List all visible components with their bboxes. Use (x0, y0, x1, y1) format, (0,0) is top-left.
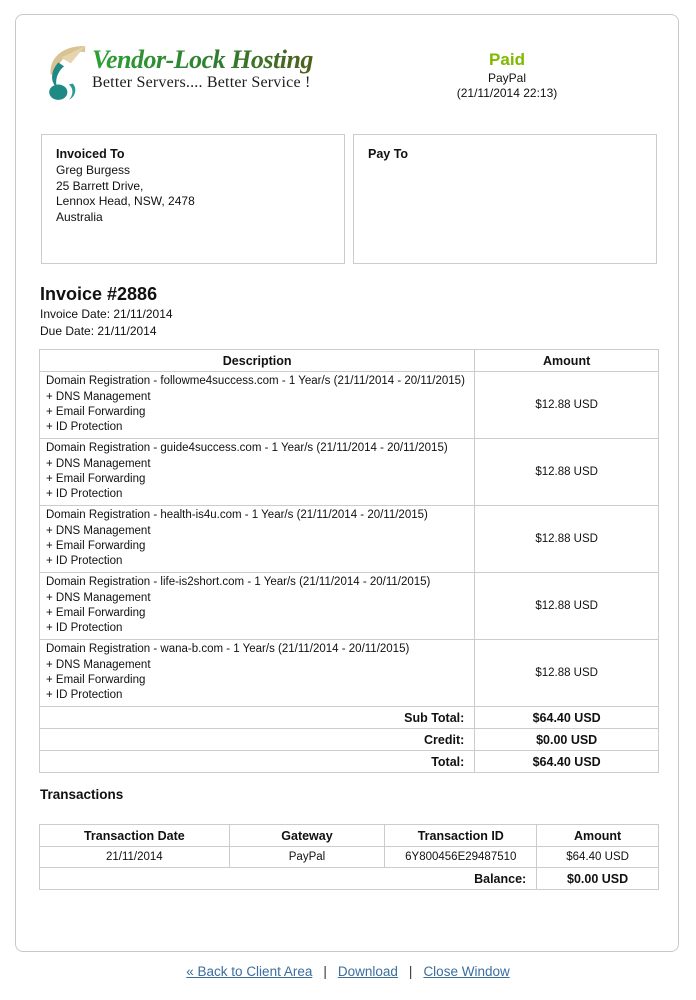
download-link[interactable]: Download (337, 964, 398, 979)
tx-header-date: Transaction Date (40, 825, 230, 847)
tx-date: 21/11/2014 (40, 847, 230, 868)
invoice-item-row (40, 506, 659, 573)
company-logo-icon (42, 44, 88, 102)
total-value: $64.40 USD (475, 751, 659, 773)
tx-gateway: PayPal (229, 847, 385, 868)
company-logo (42, 44, 313, 102)
item-description (40, 506, 475, 573)
address-boxes (41, 134, 657, 264)
item-description-line: + ID Protection (46, 421, 123, 434)
invoice-page (15, 14, 679, 952)
item-description-line: Domain Registration - guide4success.com - 1 Year/s (21/11/2014 - 20/11/2015) (46, 442, 448, 455)
credit-value: $0.00 USD (475, 729, 659, 751)
item-description-line: + Email Forwarding (46, 406, 146, 418)
back-to-client-area-link[interactable]: « Back to Client Area (186, 964, 313, 979)
company-name: Vendor-Lock Hosting (92, 45, 313, 74)
item-description-line: Domain Registration - followme4success.com - 1 Year/s (21/11/2014 - 20/11/2015) (46, 375, 465, 388)
item-description-line: + DNS Management (46, 524, 151, 537)
item-description (40, 640, 475, 707)
item-amount: $12.88 USD (475, 640, 659, 707)
item-description-line: + DNS Management (46, 658, 151, 671)
item-description-line: + Email Forwarding (46, 540, 146, 552)
item-description (40, 573, 475, 640)
item-description-line: + Email Forwarding (46, 607, 146, 619)
invoice-meta (40, 284, 657, 338)
item-description-line: + DNS Management (46, 591, 151, 604)
status-badge: Paid (489, 50, 525, 69)
total-row (40, 751, 659, 773)
invoice-item-row (40, 372, 659, 439)
invoiced-to-city: Lennox Head, NSW, 2478 (56, 194, 195, 208)
items-header-amount: Amount (475, 350, 659, 372)
subtotal-row (40, 707, 659, 729)
item-description-line: + ID Protection (46, 555, 123, 568)
invoiced-to-country: Australia (56, 209, 103, 224)
item-amount: $12.88 USD (475, 372, 659, 439)
item-description-line: Domain Registration - health-is4u.com - 1 Year/s (21/11/2014 - 20/11/2015) (46, 509, 428, 522)
credit-row (40, 729, 659, 751)
link-separator: | (408, 964, 413, 979)
item-description-line: Domain Registration - wana-b.com - 1 Year/s (21/11/2014 - 20/11/2015) (46, 643, 410, 656)
invoice-date: Invoice Date: 21/11/2014 (40, 307, 173, 321)
balance-value: $0.00 USD (537, 868, 659, 890)
item-description-line: + ID Protection (46, 622, 123, 635)
item-description-line: + ID Protection (46, 689, 123, 702)
invoice-due-date: Due Date: 21/11/2014 (40, 323, 157, 338)
items-header-description: Description (40, 350, 475, 372)
item-description-line: Domain Registration - life-is2short.com - 1 Year/s (21/11/2014 - 20/11/2015) (46, 576, 431, 589)
invoiced-to-title: Invoiced To (56, 147, 125, 161)
balance-row (40, 868, 659, 890)
link-separator: | (323, 964, 327, 979)
transactions-table (39, 824, 659, 890)
item-amount: $12.88 USD (475, 439, 659, 506)
item-description (40, 372, 475, 439)
invoice-item-row (40, 640, 659, 707)
credit-label: Credit: (40, 729, 475, 751)
invoice-number: Invoice #2886 (40, 284, 158, 304)
invoice-header (16, 15, 678, 102)
company-logo-text (92, 44, 313, 92)
item-amount: $12.88 USD (475, 506, 659, 573)
item-description-line: + DNS Management (46, 457, 151, 470)
close-window-link[interactable]: Close Window (423, 964, 510, 979)
invoiced-to-name: Greg Burgess (56, 163, 131, 177)
invoice-status (448, 44, 566, 101)
subtotal-value: $64.40 USD (475, 707, 659, 729)
tx-header-amount: Amount (537, 825, 659, 847)
invoice-items-table (39, 349, 659, 773)
company-tagline: Better Servers.... Better Service ! (92, 74, 311, 91)
item-description (40, 439, 475, 506)
invoice-item-row (40, 439, 659, 506)
status-gateway: PayPal (487, 71, 527, 85)
subtotal-label: Sub Total: (40, 707, 475, 729)
total-label: Total: (40, 751, 475, 773)
tx-id: 6Y800456E29487510 (385, 847, 537, 868)
pay-to-box (353, 134, 657, 264)
tx-header-id: Transaction ID (385, 825, 537, 847)
tx-header-gateway: Gateway (229, 825, 385, 847)
item-description-line: + Email Forwarding (46, 473, 146, 485)
transaction-row (40, 847, 659, 868)
invoiced-to-box (41, 134, 345, 264)
invoice-item-row (40, 573, 659, 640)
tx-amount: $64.40 USD (537, 847, 659, 868)
item-amount: $12.88 USD (475, 573, 659, 640)
item-description-line: + DNS Management (46, 390, 151, 403)
footer-links (0, 964, 696, 979)
item-description-line: + ID Protection (46, 488, 123, 501)
transactions-heading: Transactions (40, 787, 124, 802)
item-description-line: + Email Forwarding (46, 674, 146, 686)
pay-to-title: Pay To (368, 147, 409, 161)
invoiced-to-street: 25 Barrett Drive, (56, 178, 144, 193)
balance-label: Balance: (40, 868, 537, 890)
status-datetime: (21/11/2014 22:13) (456, 86, 558, 100)
